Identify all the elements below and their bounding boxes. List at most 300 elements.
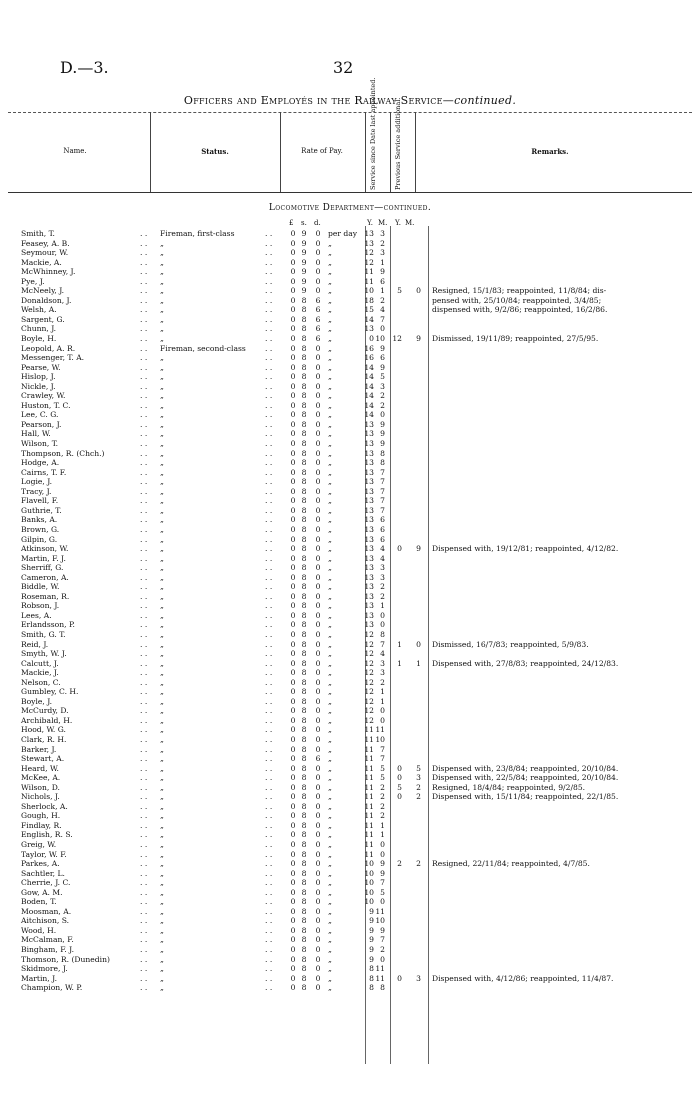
- leader-dots: . .: [140, 305, 148, 315]
- previous-years: 1: [397, 639, 402, 649]
- leader-dots: . .: [265, 563, 273, 573]
- service-months: 9: [380, 343, 385, 353]
- pay-pence: 0: [315, 343, 321, 353]
- service-months: 3: [380, 658, 385, 668]
- service-months: 6: [380, 353, 385, 363]
- employee-name: Archibald, H.: [21, 715, 73, 725]
- pay-shillings: 8: [301, 419, 307, 429]
- employee-status: „: [160, 400, 164, 410]
- table-row: [0, 859, 700, 869]
- previous-months: 9: [416, 334, 421, 344]
- service-years: 11: [364, 267, 374, 277]
- leader-dots: . .: [140, 248, 148, 258]
- pay-pence: 0: [315, 439, 321, 449]
- service-years: 13: [364, 610, 374, 620]
- remarks-text: Dispensed with, 27/8/83; reappointed, 24/12/83.: [432, 658, 619, 668]
- service-months: 1: [380, 830, 385, 840]
- service-months: 0: [380, 715, 385, 725]
- employee-name: Tracy, J.: [21, 486, 52, 496]
- pay-pounds: 0: [290, 954, 296, 964]
- leader-dots: . .: [265, 763, 273, 773]
- pay-period: „: [328, 983, 332, 993]
- pay-period: „: [328, 572, 332, 582]
- pay-period: „: [328, 649, 332, 659]
- employee-name: Wilson, D.: [21, 782, 60, 792]
- service-months: 9: [380, 925, 385, 935]
- pay-pence: 0: [315, 353, 321, 363]
- pay-pounds: 0: [290, 983, 296, 993]
- service-years: 13: [364, 534, 374, 544]
- leader-dots: . .: [140, 811, 148, 821]
- previous-years: 0: [397, 773, 402, 783]
- pay-shillings: 8: [301, 830, 307, 840]
- pay-shillings: 8: [301, 658, 307, 668]
- service-months: 7: [380, 754, 385, 764]
- employee-name: Hall, W.: [21, 429, 51, 439]
- pay-period: „: [328, 973, 332, 983]
- employee-name: Atkinson, W.: [21, 544, 69, 554]
- pay-shillings: 8: [301, 439, 307, 449]
- employee-name: Roseman, R.: [21, 591, 70, 601]
- employee-status: „: [160, 744, 164, 754]
- service-years: 13: [364, 496, 374, 506]
- pay-shillings: 8: [301, 639, 307, 649]
- pay-period: „: [328, 706, 332, 716]
- table-row: [0, 649, 700, 659]
- leader-dots: . .: [265, 782, 273, 792]
- employee-name: Findlay, R.: [21, 820, 62, 830]
- employee-status: „: [160, 477, 164, 487]
- employee-name: Guthrie, T.: [21, 505, 62, 515]
- table-row: [0, 410, 700, 420]
- pay-shillings: 8: [301, 295, 307, 305]
- pay-period: „: [328, 467, 332, 477]
- pay-period: „: [328, 429, 332, 439]
- pay-pence: 0: [315, 381, 321, 391]
- pay-pounds: 0: [290, 391, 296, 401]
- service-years: 14: [364, 372, 374, 382]
- pay-pounds: 0: [290, 467, 296, 477]
- leader-dots: . .: [140, 334, 148, 344]
- employee-name: Reid, J.: [21, 639, 49, 649]
- table-row: [0, 792, 700, 802]
- employee-name: Smyth, W. J.: [21, 649, 67, 659]
- remarks-text: Resigned, 18/4/84; reappointed, 9/2/85.: [432, 782, 586, 792]
- employee-name: Parkes, A.: [21, 859, 60, 869]
- previous-years: 0: [397, 973, 402, 983]
- pay-period: per day: [328, 229, 358, 238]
- service-years: 16: [364, 343, 374, 353]
- employee-name: Calcutt, J.: [21, 658, 59, 668]
- leader-dots: . .: [265, 362, 273, 372]
- pay-shillings: 8: [301, 582, 307, 592]
- employee-status: „: [160, 658, 164, 668]
- service-months: 7: [380, 496, 385, 506]
- leader-dots: . .: [265, 696, 273, 706]
- leader-dots: . .: [265, 792, 273, 802]
- pay-pounds: 0: [290, 448, 296, 458]
- employee-name: Logie, J.: [21, 477, 53, 487]
- pay-shillings: 8: [301, 334, 307, 344]
- leader-dots: . .: [265, 591, 273, 601]
- pay-shillings: 9: [301, 267, 307, 277]
- employee-name: McKee, A.: [21, 773, 61, 783]
- table-row: [0, 955, 700, 965]
- table-row: [0, 515, 700, 525]
- employee-status: „: [160, 964, 164, 974]
- column-divider: [415, 112, 416, 192]
- leader-dots: . .: [140, 534, 148, 544]
- pay-shillings: 8: [301, 534, 307, 544]
- leader-dots: . .: [265, 811, 273, 821]
- pay-pence: 0: [315, 668, 321, 678]
- service-years: 13: [364, 591, 374, 601]
- employee-name: Cherrie, J. C.: [21, 878, 71, 888]
- service-years: 13: [364, 582, 374, 592]
- pay-pounds: 0: [290, 314, 296, 324]
- table-row: [0, 391, 700, 401]
- service-months: 3: [380, 381, 385, 391]
- previous-years: 5: [397, 782, 402, 792]
- leader-dots: . .: [265, 840, 273, 849]
- pay-pence: 0: [315, 629, 321, 639]
- service-months: 2: [380, 582, 385, 592]
- table-row: [0, 983, 700, 993]
- leader-dots: . .: [140, 448, 148, 458]
- service-months: 2: [380, 400, 385, 410]
- service-months: 5: [380, 372, 385, 382]
- pay-period: „: [328, 448, 332, 458]
- pay-shillings: 8: [301, 572, 307, 582]
- employee-status: „: [160, 734, 164, 744]
- service-months: 4: [380, 305, 385, 315]
- pay-period: „: [328, 544, 332, 554]
- pay-pounds: 0: [290, 973, 296, 983]
- pay-pounds: 0: [290, 849, 296, 859]
- service-years: 13: [364, 439, 374, 449]
- remarks-text: dispensed with, 9/2/86; reappointed, 16/2/86.: [432, 305, 608, 315]
- leader-dots: . .: [265, 524, 273, 534]
- leader-dots: . .: [140, 362, 148, 372]
- table-row: [0, 296, 700, 306]
- pay-period: „: [328, 553, 332, 563]
- service-years: 9: [369, 954, 374, 964]
- column-header-remarks: Remarks.: [531, 147, 569, 156]
- pay-period: „: [328, 868, 332, 878]
- pay-period: „: [328, 458, 332, 468]
- pay-pence: 0: [315, 467, 321, 477]
- table-row: [0, 573, 700, 583]
- employee-name: Pearse, W.: [21, 362, 61, 372]
- pay-pence: 0: [315, 734, 321, 744]
- pay-period: „: [328, 811, 332, 821]
- pay-shillings: 8: [301, 305, 307, 315]
- pay-shillings: 8: [301, 591, 307, 601]
- pay-pounds: 0: [290, 486, 296, 496]
- employee-status: „: [160, 591, 164, 601]
- leader-dots: . .: [265, 973, 273, 983]
- leader-dots: . .: [265, 267, 273, 277]
- title-suffix: continued.: [454, 94, 517, 107]
- previous-months: 5: [416, 763, 421, 773]
- table-row: [0, 525, 700, 535]
- service-years: 13: [364, 238, 374, 248]
- service-years: 11: [364, 830, 374, 840]
- leader-dots: . .: [140, 830, 148, 840]
- table-row: [0, 974, 700, 984]
- service-years: 13: [364, 324, 374, 334]
- service-months: 9: [380, 267, 385, 277]
- pay-pounds: 0: [290, 840, 296, 849]
- unit-shillings: s.: [301, 219, 307, 227]
- pay-shillings: 8: [301, 649, 307, 659]
- table-row: [0, 611, 700, 621]
- leader-dots: . .: [265, 859, 273, 869]
- previous-months: 0: [416, 639, 421, 649]
- pay-pence: 0: [315, 572, 321, 582]
- table-row: [0, 592, 700, 602]
- pay-pounds: 0: [290, 286, 296, 296]
- leader-dots: . .: [140, 887, 148, 897]
- pay-period: „: [328, 734, 332, 744]
- pay-pounds: 0: [290, 925, 296, 935]
- leader-dots: . .: [265, 964, 273, 974]
- pay-pounds: 0: [290, 859, 296, 869]
- leader-dots: . .: [140, 629, 148, 639]
- pay-shillings: 8: [301, 945, 307, 955]
- pay-shillings: 8: [301, 429, 307, 439]
- leader-dots: . .: [140, 840, 148, 849]
- employee-status: „: [160, 754, 164, 764]
- pay-pence: 0: [315, 372, 321, 382]
- service-months: 0: [380, 620, 385, 630]
- leader-dots: . .: [140, 734, 148, 744]
- employee-name: Gough, H.: [21, 811, 61, 821]
- pay-shillings: 9: [301, 238, 307, 248]
- leader-dots: . .: [140, 229, 148, 238]
- pay-pence: 0: [315, 276, 321, 286]
- service-months: 1: [380, 687, 385, 697]
- leader-dots: . .: [140, 295, 148, 305]
- pay-shillings: 8: [301, 505, 307, 515]
- service-months: 2: [380, 801, 385, 811]
- employee-status: „: [160, 840, 164, 849]
- previous-years: 12: [392, 334, 402, 344]
- pay-shillings: 8: [301, 687, 307, 697]
- previous-months: 2: [416, 782, 421, 792]
- pay-shillings: 9: [301, 248, 307, 258]
- leader-dots: . .: [140, 620, 148, 630]
- service-months: 7: [380, 744, 385, 754]
- table-row: [0, 706, 700, 716]
- leader-dots: . .: [140, 668, 148, 678]
- leader-dots: . .: [140, 897, 148, 907]
- employee-status: „: [160, 916, 164, 926]
- pay-shillings: 8: [301, 868, 307, 878]
- leader-dots: . .: [265, 887, 273, 897]
- leader-dots: . .: [140, 649, 148, 659]
- employee-status: „: [160, 725, 164, 735]
- pay-pounds: 0: [290, 811, 296, 821]
- pay-pounds: 0: [290, 916, 296, 926]
- leader-dots: . .: [140, 257, 148, 267]
- leader-dots: . .: [265, 897, 273, 907]
- pay-pounds: 0: [290, 248, 296, 258]
- service-years: 12: [364, 257, 374, 267]
- leader-dots: . .: [140, 945, 148, 955]
- pay-pounds: 0: [290, 305, 296, 315]
- table-row: [0, 239, 700, 249]
- service-months: 4: [380, 649, 385, 659]
- table-row: [0, 554, 700, 564]
- pay-period: „: [328, 954, 332, 964]
- leader-dots: . .: [265, 610, 273, 620]
- employee-name: Sherriff, G.: [21, 563, 64, 573]
- table-row: [0, 401, 700, 411]
- service-months: 2: [380, 782, 385, 792]
- pay-pence: 0: [315, 868, 321, 878]
- pay-pence: 0: [315, 429, 321, 439]
- leader-dots: . .: [140, 286, 148, 296]
- employee-status: „: [160, 878, 164, 888]
- service-years: 0: [369, 334, 374, 344]
- table-row: [0, 535, 700, 545]
- pay-pence: 0: [315, 410, 321, 420]
- document-reference: D.—3.: [60, 58, 109, 77]
- leader-dots: . .: [265, 343, 273, 353]
- table-row: [0, 840, 700, 850]
- pay-period: „: [328, 763, 332, 773]
- leader-dots: . .: [265, 286, 273, 296]
- employee-name: Robson, J.: [21, 601, 60, 611]
- employee-name: Heard, W.: [21, 763, 59, 773]
- pay-pounds: 0: [290, 524, 296, 534]
- pay-pounds: 0: [290, 324, 296, 334]
- leader-dots: . .: [140, 267, 148, 277]
- leader-dots: . .: [265, 668, 273, 678]
- pay-shillings: 8: [301, 859, 307, 869]
- service-years: 10: [364, 859, 374, 869]
- table-row: [0, 916, 700, 926]
- pay-pounds: 0: [290, 238, 296, 248]
- pay-shillings: 8: [301, 486, 307, 496]
- pay-period: „: [328, 238, 332, 248]
- pay-pence: 0: [315, 601, 321, 611]
- leader-dots: . .: [140, 486, 148, 496]
- employee-status: „: [160, 238, 164, 248]
- table-row: [0, 353, 700, 363]
- leader-dots: . .: [140, 916, 148, 926]
- pay-pence: 0: [315, 248, 321, 258]
- pay-pence: 0: [315, 916, 321, 926]
- pay-shillings: 9: [301, 257, 307, 267]
- employee-name: Wilson, T.: [21, 439, 59, 449]
- pay-period: „: [328, 830, 332, 840]
- pay-shillings: 8: [301, 897, 307, 907]
- pay-shillings: 8: [301, 840, 307, 849]
- pay-pounds: 0: [290, 362, 296, 372]
- leader-dots: . .: [140, 582, 148, 592]
- pay-pence: 6: [315, 754, 321, 764]
- pay-pence: 0: [315, 496, 321, 506]
- leader-dots: . .: [265, 820, 273, 830]
- leader-dots: . .: [265, 925, 273, 935]
- employee-status: „: [160, 849, 164, 859]
- pay-period: „: [328, 391, 332, 401]
- pay-pounds: 0: [290, 591, 296, 601]
- pay-pence: 6: [315, 295, 321, 305]
- leader-dots: . .: [140, 801, 148, 811]
- employee-status: „: [160, 314, 164, 324]
- previous-months: 3: [416, 773, 421, 783]
- pay-pence: 0: [315, 687, 321, 697]
- pay-period: „: [328, 496, 332, 506]
- service-months: 7: [380, 639, 385, 649]
- leader-dots: . .: [140, 372, 148, 382]
- previous-months: 2: [416, 792, 421, 802]
- leader-dots: . .: [265, 582, 273, 592]
- table-row: [0, 935, 700, 945]
- table-row: [0, 601, 700, 611]
- unit-months: M.: [378, 219, 388, 227]
- leader-dots: . .: [140, 658, 148, 668]
- pay-pence: 0: [315, 677, 321, 687]
- leader-dots: . .: [265, 496, 273, 506]
- leader-dots: . .: [265, 734, 273, 744]
- service-years: 14: [364, 391, 374, 401]
- pay-shillings: 8: [301, 744, 307, 754]
- pay-pounds: 0: [290, 897, 296, 907]
- service-years: 12: [364, 248, 374, 258]
- leader-dots: . .: [140, 400, 148, 410]
- service-months: 7: [380, 477, 385, 487]
- service-months: 9: [380, 419, 385, 429]
- pay-pounds: 0: [290, 229, 296, 238]
- employee-name: Clark, R. H.: [21, 734, 67, 744]
- employee-name: Aitchison, S.: [21, 916, 70, 926]
- pay-pounds: 0: [290, 668, 296, 678]
- leader-dots: . .: [140, 505, 148, 515]
- employee-status: „: [160, 257, 164, 267]
- service-months: 2: [380, 811, 385, 821]
- pay-period: „: [328, 343, 332, 353]
- pay-pence: 6: [315, 314, 321, 324]
- leader-dots: . .: [265, 725, 273, 735]
- pay-period: „: [328, 840, 332, 849]
- service-years: 12: [364, 696, 374, 706]
- pay-shillings: 8: [301, 935, 307, 945]
- service-years: 13: [364, 601, 374, 611]
- pay-pence: 0: [315, 801, 321, 811]
- pay-pence: 0: [315, 362, 321, 372]
- service-years: 12: [364, 677, 374, 687]
- leader-dots: . .: [265, 954, 273, 964]
- pay-shillings: 8: [301, 811, 307, 821]
- pay-pence: 0: [315, 811, 321, 821]
- pay-pounds: 0: [290, 553, 296, 563]
- table-row: [0, 563, 700, 573]
- pay-shillings: 9: [301, 276, 307, 286]
- service-months: 2: [380, 238, 385, 248]
- pay-pounds: 0: [290, 496, 296, 506]
- pay-pence: 0: [315, 696, 321, 706]
- employee-name: Gilpin, G.: [21, 534, 58, 544]
- leader-dots: . .: [265, 458, 273, 468]
- pay-pounds: 0: [290, 515, 296, 525]
- service-months: 1: [380, 257, 385, 267]
- employee-name: McNeely, J.: [21, 286, 65, 296]
- service-years: 13: [364, 544, 374, 554]
